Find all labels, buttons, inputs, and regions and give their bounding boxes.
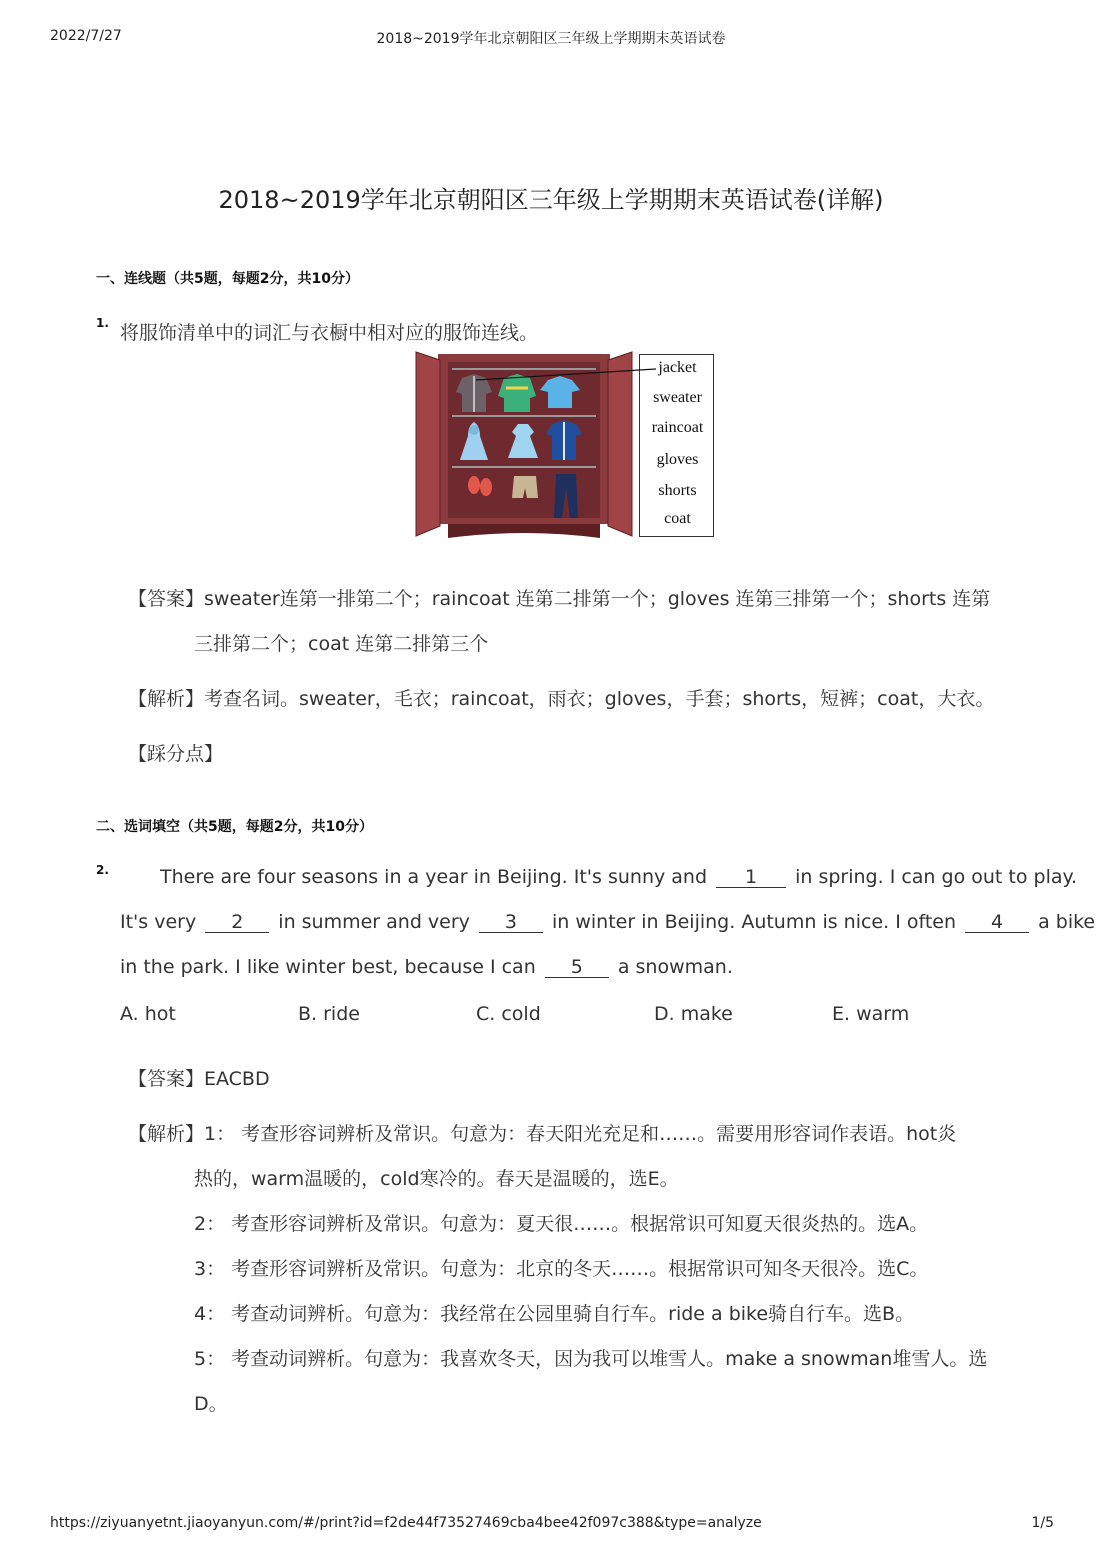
wardrobe-illustration [414, 350, 634, 542]
q1-answer-line2: 三排第二个；coat 连第二排第三个 [194, 633, 489, 655]
print-footer-url: https://ziyuanyetnt.jiaoyanyun.com/#/print?id=f2de44f73527469cba4bee42f097c388&type=analyze [50, 1515, 762, 1531]
q2-analysis-line5: 4： 考查动词辨析。句意为：我经常在公园里骑自行车。ride a bike骑自行车。选B。 [194, 1303, 915, 1325]
q2-analysis-line7: D。 [194, 1393, 228, 1415]
q2-answer: 【答案】EACBD [128, 1068, 270, 1090]
print-date: 2022/7/27 [50, 28, 122, 44]
option-c: C. cold [476, 1003, 541, 1025]
page-title: 2018~2019学年北京朝阳区三年级上学期期末英语试卷(详解) [218, 186, 884, 214]
section-2-heading: 二、选词填空（共5题，每题2分，共10分） [96, 819, 373, 835]
print-header-title: 2018~2019学年北京朝阳区三年级上学期期末英语试卷 [376, 31, 726, 47]
word-list-box [639, 354, 714, 537]
q2-analysis-line2: 热的，warm温暖的，cold寒冷的。春天是温暖的，选E。 [194, 1168, 679, 1190]
q2-passage-line3: in the park. I like winter best, because I can 5 a snowman. [120, 956, 733, 978]
question-1-number: 1. [96, 316, 109, 330]
blank-4: 4 [965, 912, 1029, 933]
blank-2: 2 [205, 912, 269, 933]
blank-5: 5 [545, 957, 609, 978]
q2-analysis-line6: 5： 考查动词辨析。句意为：我喜欢冬天，因为我可以堆雪人。make a snowman堆雪人。选 [194, 1348, 988, 1370]
q1-analysis: 【解析】考查名词。sweater，毛衣；raincoat，雨衣；gloves，手套；shorts，短裤；coat，大衣。 [128, 688, 995, 710]
word-gloves: gloves [656, 451, 699, 468]
option-b: B. ride [298, 1003, 360, 1025]
option-a: A. hot [120, 1003, 176, 1025]
question-2-number: 2. [96, 863, 109, 877]
q2-analysis-line1: 【解析】1： 考查形容词辨析及常识。句意为：春天阳光充足和……。需要用形容词作表语。hot炎 [128, 1123, 957, 1145]
word-sweater: sweater [653, 389, 702, 406]
option-d: D. make [654, 1003, 733, 1025]
q1-answer-line1: 【答案】sweater连第一排第二个；raincoat 连第二排第一个；gloves 连第三排第一个；shorts 连第 [128, 588, 991, 610]
blank-1: 1 [716, 867, 786, 888]
option-e: E. warm [832, 1003, 910, 1025]
q2-passage-line1: There are four seasons in a year in Beijing. It's sunny and 1 in spring. I can go out to play. [160, 866, 1078, 888]
blank-3: 3 [479, 912, 543, 933]
question-1-prompt: 将服饰清单中的词汇与衣橱中相对应的服饰连线。 [120, 322, 539, 344]
q1-scoring: 【踩分点】 [128, 743, 224, 765]
page-number: 1/5 [1031, 1515, 1054, 1531]
q2-analysis-line4: 3： 考查形容词辨析及常识。句意为：北京的冬天……。根据常识可知冬天很冷。选C。 [194, 1258, 929, 1280]
word-jacket: jacket [658, 359, 697, 376]
word-shorts: shorts [658, 482, 697, 499]
q2-analysis-line3: 2： 考查形容词辨析及常识。句意为：夏天很……。根据常识可知夏天很炎热的。选A。 [194, 1213, 929, 1235]
section-1-heading: 一、连线题（共5题，每题2分，共10分） [96, 271, 359, 287]
q2-passage-line2: It's very 2 in summer and very 3 in winter in Beijing. Autumn is nice. I often 4 a bike [120, 911, 1096, 933]
word-raincoat: raincoat [651, 419, 704, 436]
word-coat: coat [664, 510, 691, 527]
